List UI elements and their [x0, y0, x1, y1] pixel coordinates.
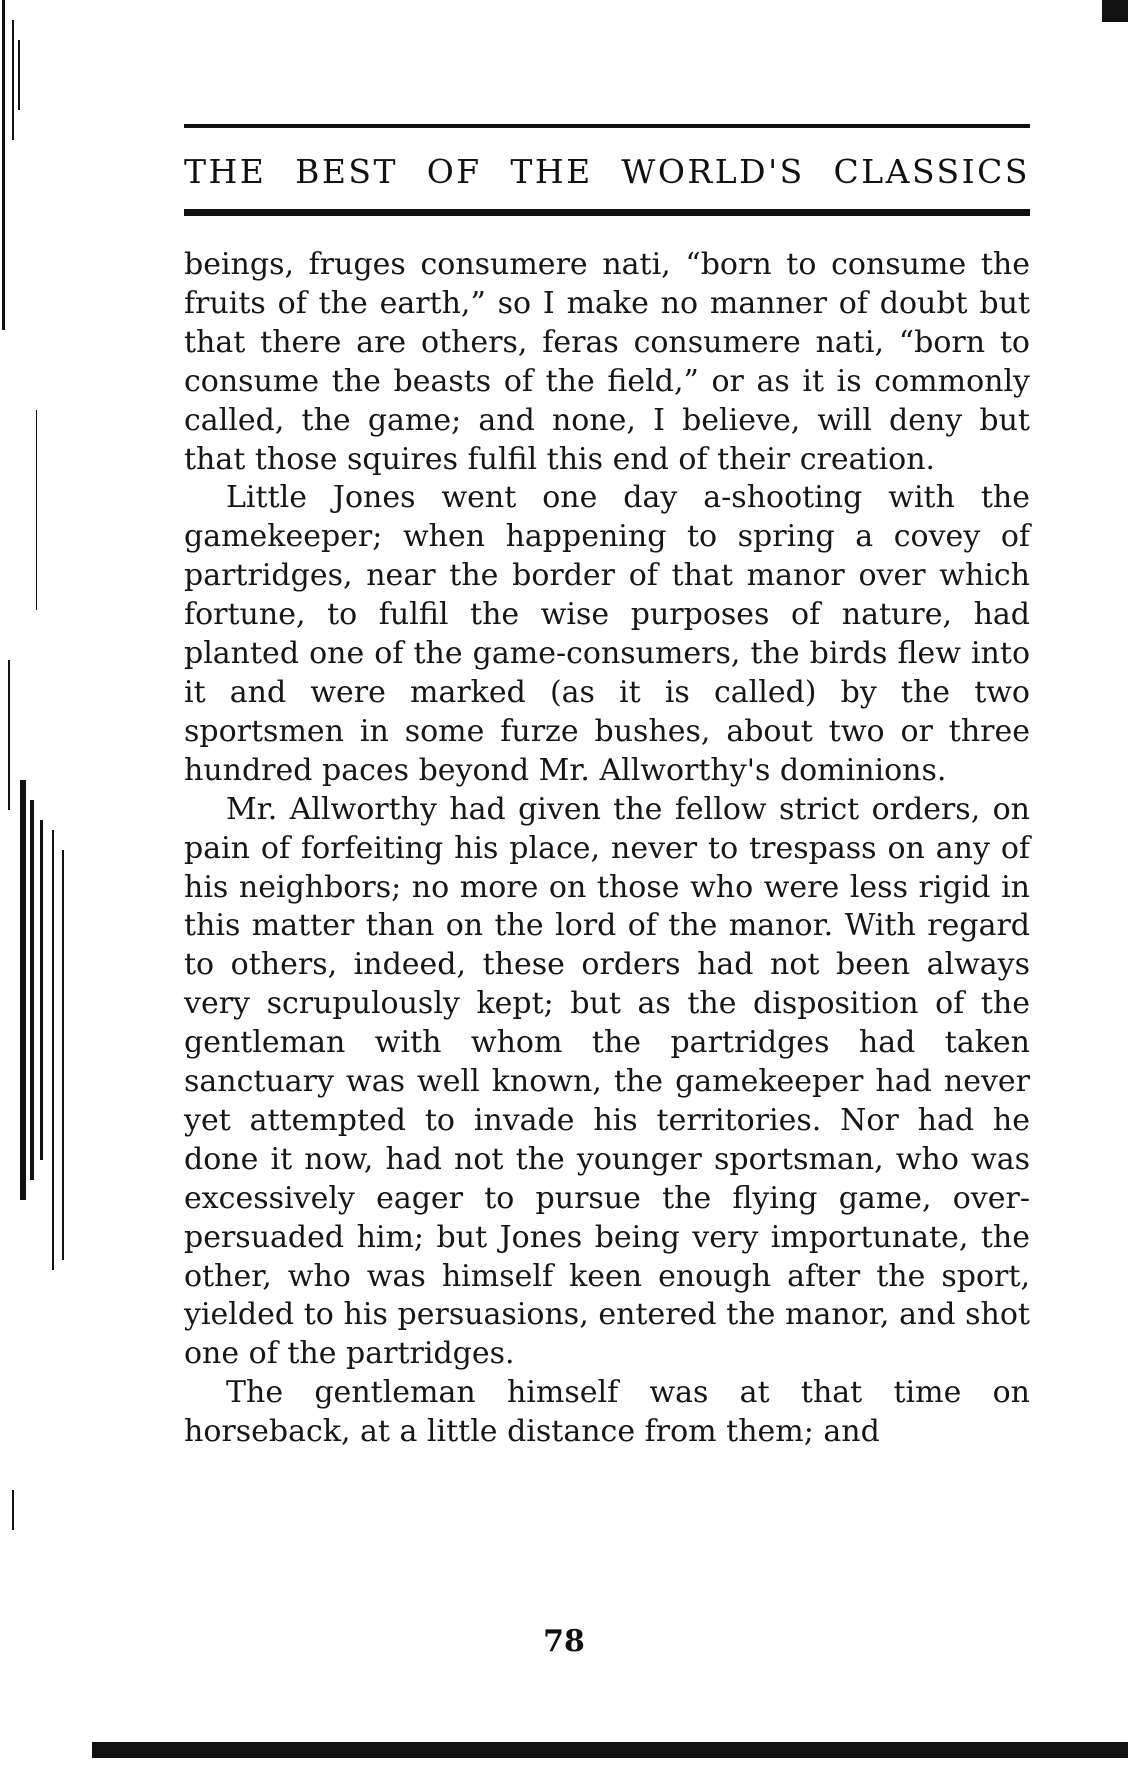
- paragraph: Mr. Allworthy had given the fellow strict orders, on pain of forfeiting his place, never to trespass on any of his neighbors; no more on those who were less rigid in this matter than on the lord of the manor. With regard to others, indeed, these orders had not been always very scrupulously kept; but as the disposition of the gentleman with whom the partridges had taken sanctuary was well known, the gamekeeper had never yet attempted to invade his territories. Nor had he done it now, had not the younger sportsman, who was excessively eager to pursue the flying game, over-persuaded him; but Jones being very importunate, the other, who was himself keen enough after the sport, yielded to his persuasions, entered the manor, and shot one of the partridges.: [184, 791, 1030, 1372]
- running-head: THE BEST OF THE WORLD'S CLASSICS: [184, 152, 1030, 191]
- scan-edge-mark: [36, 410, 37, 610]
- scan-edge-mark: [8, 660, 10, 810]
- paragraph: The gentleman himself was at that time on horseback, at a little distance from them; and: [184, 1375, 1030, 1450]
- scan-edge-mark: [30, 800, 34, 1180]
- scan-edge-mark: [52, 830, 54, 1270]
- body-text: [184, 246, 1030, 1452]
- paragraph: Little Jones went one day a-shooting with the gamekeeper; when happening to spring a covey of partridges, near the border of that manor over which fortune, to fulfil the wise purposes of nature, had planted one of the game-consumers, the birds flew into it and were marked (as it is called) by the two sportsmen in some furze bushes, about two or three hundred paces beyond Mr. Allworthy's dominions.: [184, 480, 1030, 788]
- scan-edge-mark: [2, 0, 5, 330]
- bottom-rule: [92, 1742, 1128, 1758]
- top-rule: [184, 124, 1030, 128]
- scan-edge-mark: [12, 1490, 14, 1530]
- scan-edge-mark: [12, 20, 14, 140]
- head-rule: [184, 209, 1030, 216]
- scan-edge-mark: [18, 40, 20, 110]
- scan-edge-mark: [20, 780, 26, 1200]
- scan-edge-mark: [62, 850, 64, 1260]
- scan-corner-mark: [1102, 0, 1128, 22]
- scan-edge-mark: [40, 820, 43, 1160]
- page-number: 78: [543, 1624, 585, 1659]
- paragraph: beings, fruges consumere nati, “born to consume the fruits of the earth,” so I make no manner of doubt but that there are others, feras consumere nati, “born to consume the beasts of the field,” or as it is commonly called, the game; and none, I believe, will deny but that those squires fulfil this end of their creation.: [184, 247, 1030, 477]
